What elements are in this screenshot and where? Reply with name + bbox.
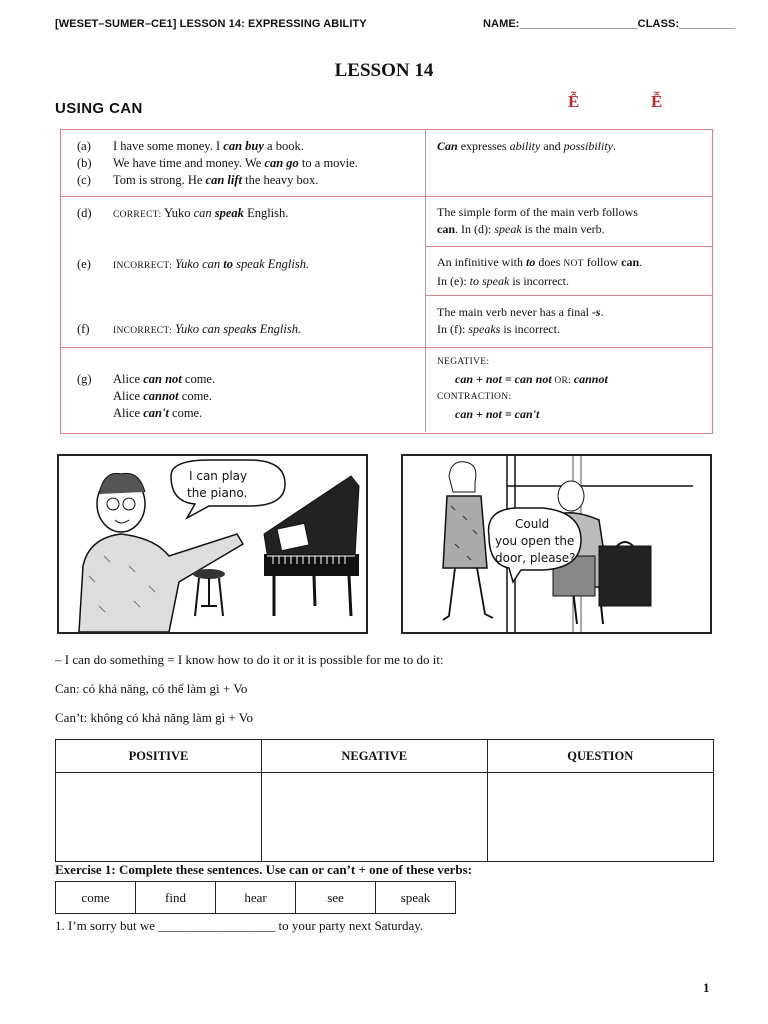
example-a: (a) I have some money. I can buy a book. (77, 139, 304, 153)
cell-question[interactable] (487, 773, 713, 862)
note-final-s: The main verb never has a final -s. In (f): speaks is incorrect. (437, 305, 604, 336)
example-f: (f) INCORRECT: Yuko can speaks English. (77, 322, 302, 336)
cell-negative[interactable] (261, 773, 487, 862)
bubble-line-2: the piano. (187, 486, 248, 500)
page-number: 1 (703, 980, 710, 995)
lesson-title: LESSON 14 (334, 60, 434, 81)
bubble-line-1: I can play (189, 469, 248, 483)
verb-hear: hear (216, 882, 296, 914)
verb-see: see (296, 882, 376, 914)
note-can-ability: Can expresses ability and possibility. (437, 139, 617, 153)
example-g: (g) Alice can not come. (77, 372, 216, 386)
verb-box (55, 881, 456, 914)
example-c: (c) Tom is strong. He can lift the heavy box. (77, 173, 319, 187)
annotation-mark-1: Ễ (568, 92, 580, 111)
exercise-1-title: Exercise 1: Complete these sentences. Use can or can’t + one of these verbs: (55, 862, 473, 877)
example-e: (e) INCORRECT: Yuko can to speak English. (77, 257, 310, 271)
section-title: USING CAN (55, 100, 143, 117)
cell-positive[interactable] (56, 773, 262, 862)
forms-table (55, 739, 714, 862)
example-g-line2: Alice cannot come. (113, 389, 212, 403)
example-d: (d) CORRECT: Yuko can speak English. (77, 206, 289, 220)
note-negative-contraction: NEGATIVE: can + not = can not OR: cannot CONTRACTION: can + not = can't (437, 357, 608, 421)
illustration-door (401, 454, 712, 634)
header-lesson-label: [WESET–SUMER–CE1] LESSON 14: EXPRESSING ABILITY (55, 18, 367, 30)
explanation-can: Can: có khả năng, có thể làm gì + Vo (55, 681, 248, 696)
header-question: QUESTION (487, 740, 713, 773)
verb-find: find (136, 882, 216, 914)
annotation-mark-2: Ễ (651, 92, 663, 111)
door-bubble-line-2: you open the (495, 534, 575, 548)
header-name-class-fields: NAME:___________________CLASS:_________ (483, 18, 736, 30)
note-infinitive: An infinitive with to does NOT follow can. In (e): to speak is incorrect. (437, 255, 643, 288)
verb-speak: speak (376, 882, 456, 914)
header-positive: POSITIVE (56, 740, 262, 773)
note-simple-form: The simple form of the main verb follows can. In (d): speak is the main verb. (437, 205, 638, 236)
door-bubble-line-3: door, please? (495, 551, 576, 565)
grammar-chart (60, 129, 713, 434)
exercise-1-question-1[interactable]: 1. I’m sorry but we __________________ to your party next Saturday. (55, 918, 424, 933)
example-g-line3: Alice can't come. (113, 406, 203, 420)
example-b: (b) We have time and money. We can go to a movie. (77, 156, 358, 170)
door-bubble-line-1: Could (515, 517, 550, 531)
header-negative: NEGATIVE (261, 740, 487, 773)
illustration-piano (57, 454, 368, 634)
explanation-line-1: – I can do something = I know how to do it or it is possible for me to do it: (55, 652, 444, 667)
explanation-cant: Can’t: không có khả năng làm gì + Vo (55, 710, 253, 725)
verb-come: come (56, 882, 136, 914)
